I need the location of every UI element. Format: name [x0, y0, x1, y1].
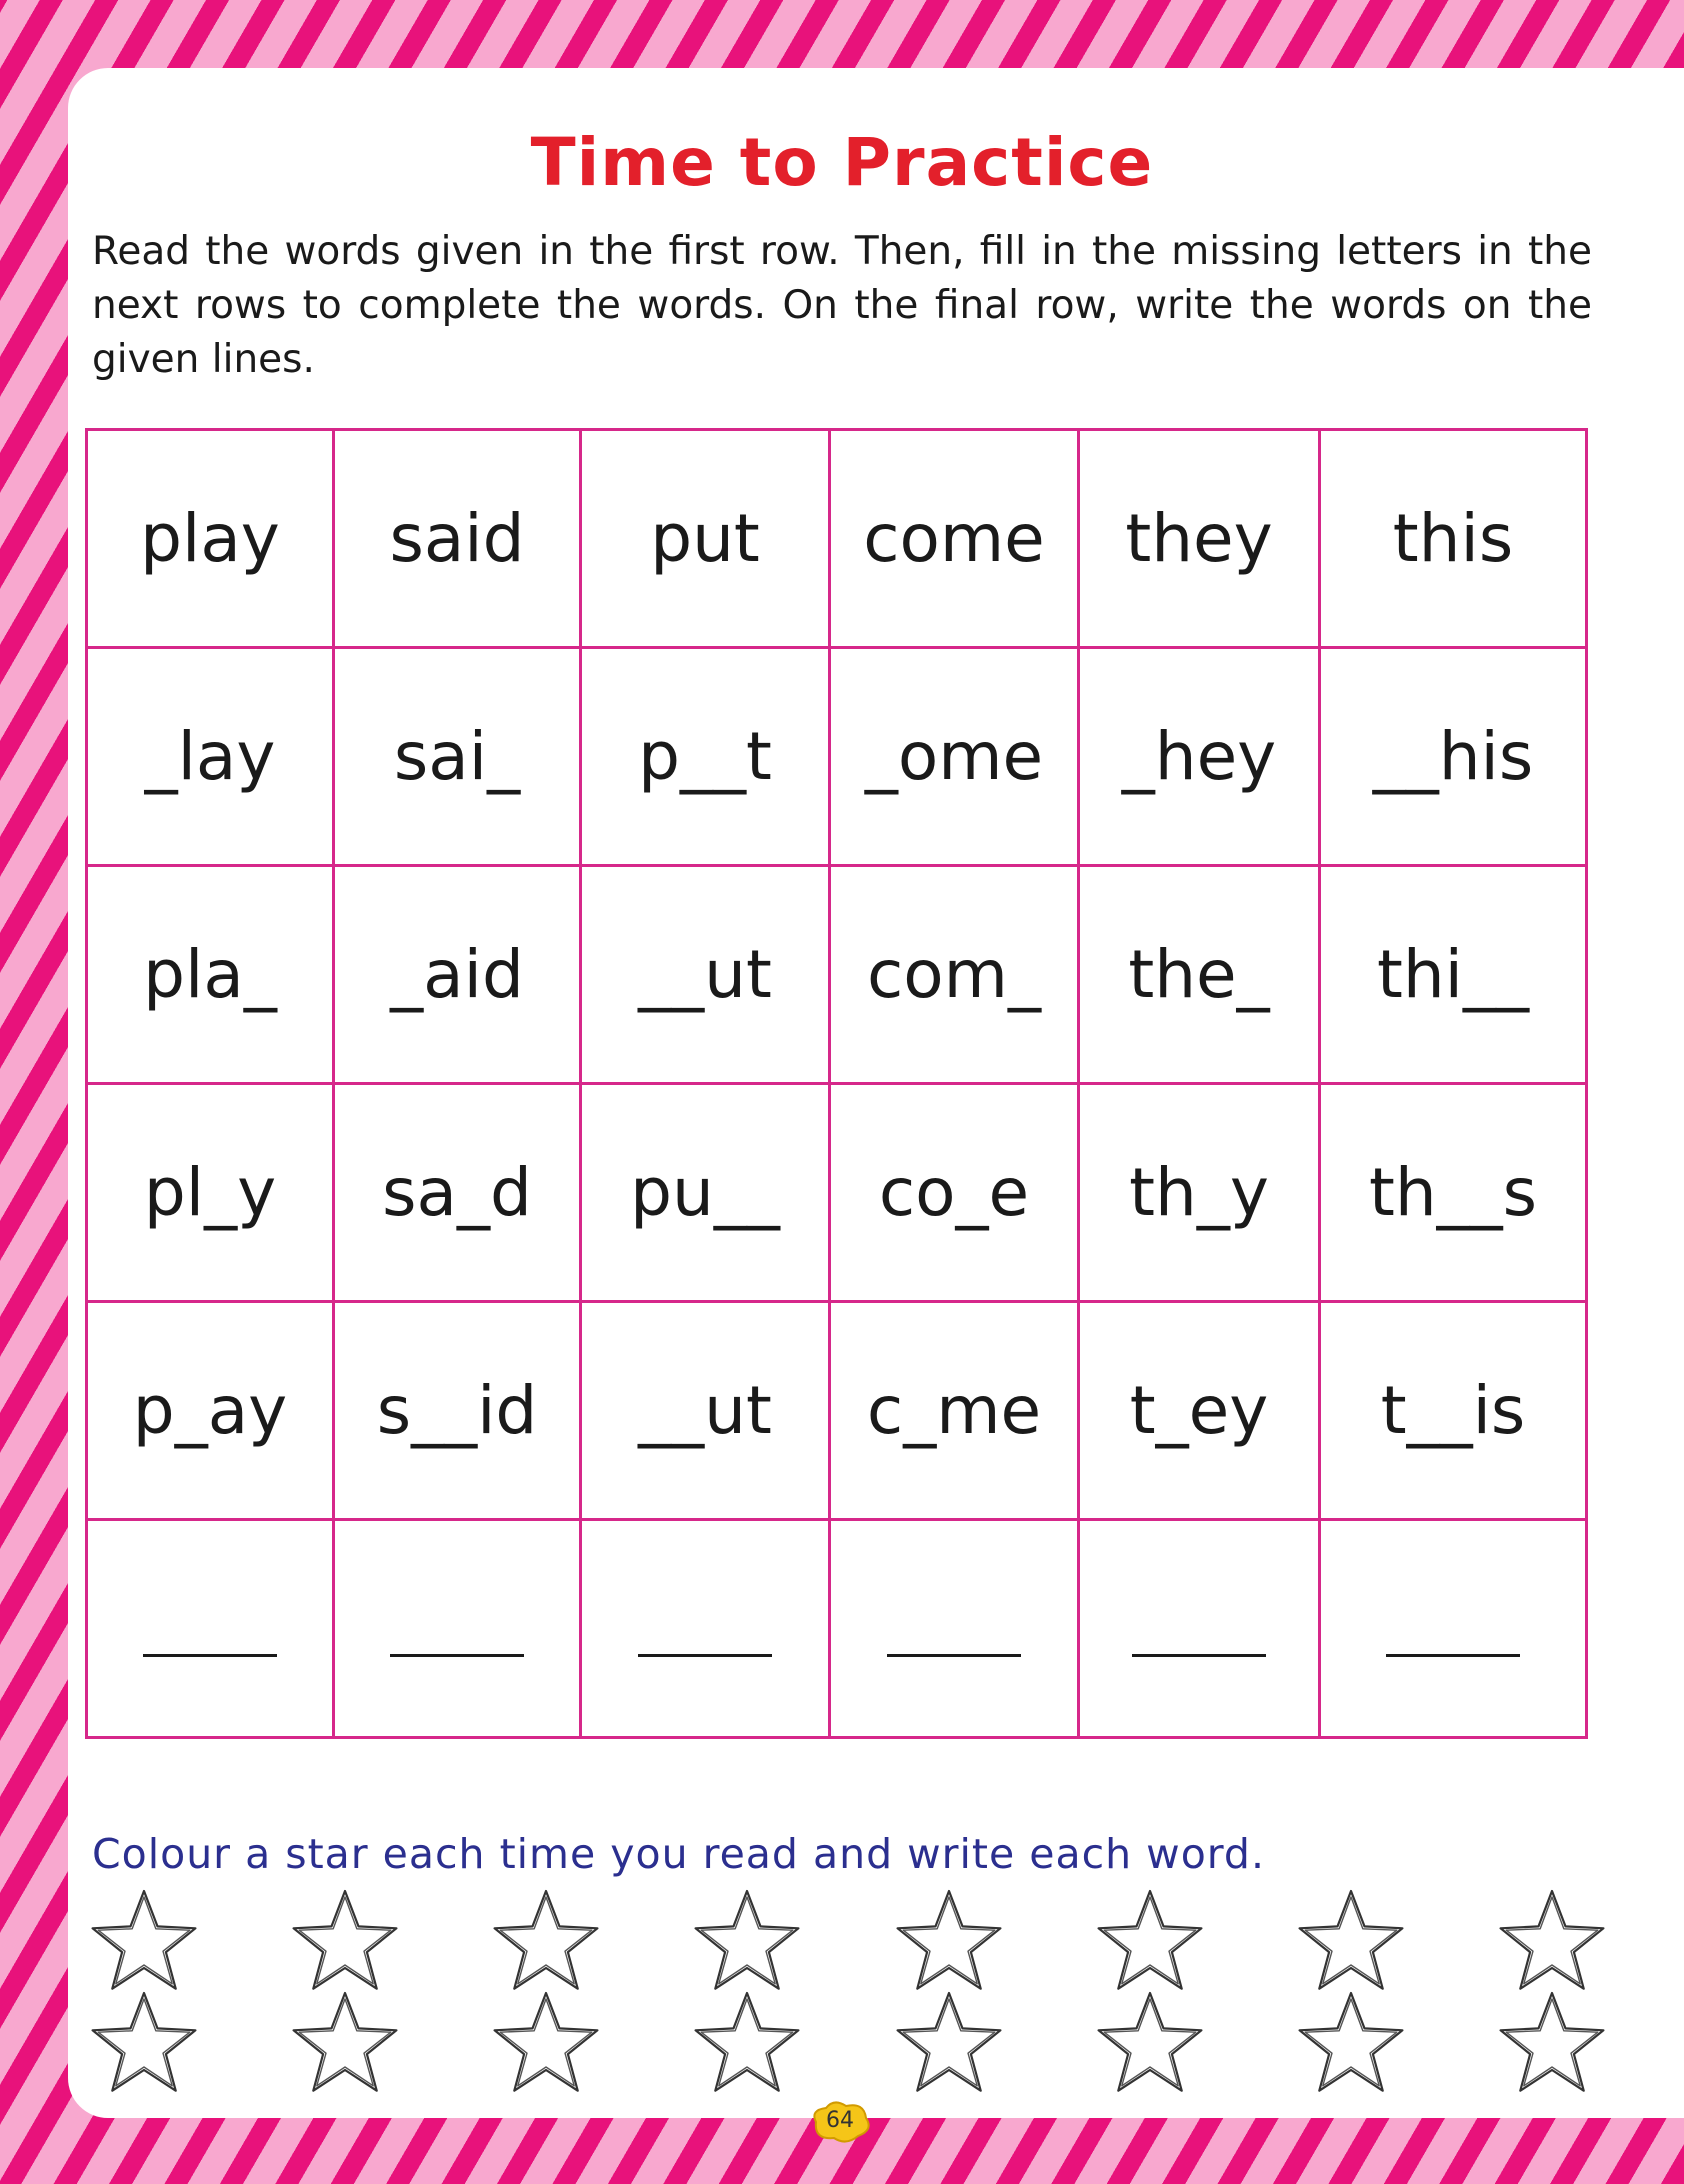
instructions: Read the words given in the first row. Then, fill in the missing letters in the next rows to complete the words. On the final row, write the words on the given lines.: [92, 229, 1592, 382]
missing-letter-cell[interactable]: sai_: [334, 648, 581, 866]
page-number: 64: [826, 2108, 854, 2133]
missing-letter-cell[interactable]: pu__: [581, 1084, 830, 1302]
grid-row: [87, 1084, 1587, 1302]
sight-word-cell: play: [87, 430, 334, 648]
star-outline-icon[interactable]: [88, 1990, 200, 2094]
grid-row: [87, 866, 1587, 1084]
missing-letter-cell[interactable]: __ut: [581, 1302, 830, 1520]
grid-row: [87, 648, 1587, 866]
writing-cell[interactable]: [581, 1520, 830, 1738]
missing-letter-cell[interactable]: pla_: [87, 866, 334, 1084]
missing-letter-cell[interactable]: p__t: [581, 648, 830, 866]
missing-letter-cell[interactable]: thi__: [1320, 866, 1587, 1084]
sight-word-cell: they: [1079, 430, 1320, 648]
missing-letter-cell[interactable]: t_ey: [1079, 1302, 1320, 1520]
star-outline-icon[interactable]: [490, 1990, 602, 2094]
star-row: [88, 1990, 1608, 2094]
star-outline-icon[interactable]: [88, 1888, 200, 1992]
missing-letter-cell[interactable]: the_: [1079, 866, 1320, 1084]
writing-cell[interactable]: [1079, 1520, 1320, 1738]
star-outline-icon[interactable]: [1496, 1990, 1608, 2094]
star-outline-icon[interactable]: [1295, 1990, 1407, 2094]
writing-cell[interactable]: [87, 1520, 334, 1738]
star-outline-icon[interactable]: [289, 1888, 401, 1992]
grid-row: [87, 1302, 1587, 1520]
missing-letter-cell[interactable]: _hey: [1079, 648, 1320, 866]
writing-cell[interactable]: [334, 1520, 581, 1738]
missing-letter-cell[interactable]: t__is: [1320, 1302, 1587, 1520]
star-row: [88, 1888, 1608, 1992]
star-outline-icon[interactable]: [1094, 1888, 1206, 1992]
word-grid: [85, 428, 1588, 1739]
writing-row: [87, 1520, 1587, 1738]
missing-letter-cell[interactable]: _lay: [87, 648, 334, 866]
missing-letter-cell[interactable]: pl_y: [87, 1084, 334, 1302]
missing-letter-cell[interactable]: com_: [830, 866, 1079, 1084]
sight-word-cell: said: [334, 430, 581, 648]
missing-letter-cell[interactable]: __his: [1320, 648, 1587, 866]
missing-letter-cell[interactable]: _aid: [334, 866, 581, 1084]
missing-letter-cell[interactable]: co_e: [830, 1084, 1079, 1302]
writing-line[interactable]: [887, 1654, 1021, 1657]
star-prompt: Colour a star each time you read and write each word.: [92, 1830, 1265, 1878]
star-outline-icon[interactable]: [1094, 1990, 1206, 2094]
sight-word-cell: put: [581, 430, 830, 648]
writing-line[interactable]: [143, 1654, 277, 1657]
writing-line[interactable]: [390, 1654, 524, 1657]
writing-line[interactable]: [638, 1654, 772, 1657]
star-outline-icon[interactable]: [691, 1888, 803, 1992]
star-outline-icon[interactable]: [691, 1990, 803, 2094]
page-number-badge: [806, 2098, 874, 2146]
writing-cell[interactable]: [830, 1520, 1079, 1738]
missing-letter-cell[interactable]: th__s: [1320, 1084, 1587, 1302]
writing-line[interactable]: [1386, 1654, 1520, 1657]
missing-letter-cell[interactable]: _ome: [830, 648, 1079, 866]
star-outline-icon[interactable]: [490, 1888, 602, 1992]
star-outline-icon[interactable]: [893, 1888, 1005, 1992]
star-outline-icon[interactable]: [1295, 1888, 1407, 1992]
sight-word-cell: this: [1320, 430, 1587, 648]
missing-letter-cell[interactable]: th_y: [1079, 1084, 1320, 1302]
grid-row: [87, 430, 1587, 648]
star-rating-area: [88, 1888, 1608, 2094]
missing-letter-cell[interactable]: c_me: [830, 1302, 1079, 1520]
writing-cell[interactable]: [1320, 1520, 1587, 1738]
star-outline-icon[interactable]: [1496, 1888, 1608, 1992]
star-outline-icon[interactable]: [289, 1990, 401, 2094]
missing-letter-cell[interactable]: p_ay: [87, 1302, 334, 1520]
sight-word-cell: come: [830, 430, 1079, 648]
page-title: Time to Practice: [530, 124, 1154, 201]
missing-letter-cell[interactable]: s__id: [334, 1302, 581, 1520]
writing-line[interactable]: [1132, 1654, 1266, 1657]
missing-letter-cell[interactable]: __ut: [581, 866, 830, 1084]
missing-letter-cell[interactable]: sa_d: [334, 1084, 581, 1302]
star-outline-icon[interactable]: [893, 1990, 1005, 2094]
